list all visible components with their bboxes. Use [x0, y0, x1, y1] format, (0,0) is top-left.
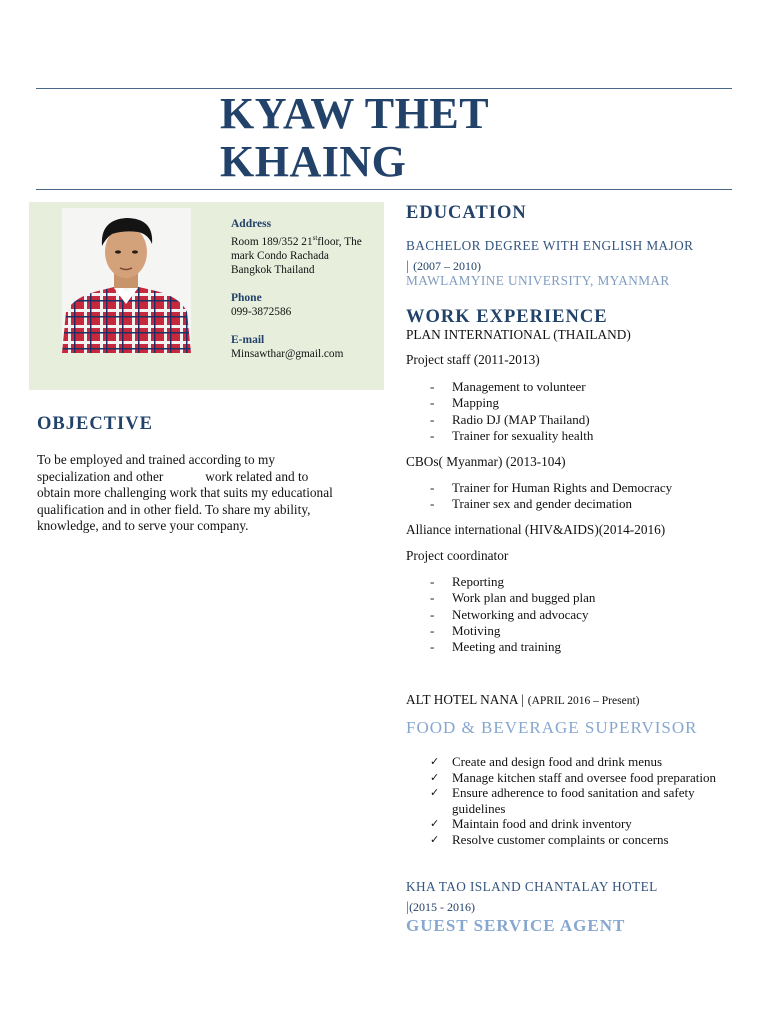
list-item: - Trainer for sexuality health [406, 428, 736, 444]
list-item: - Motiving [406, 623, 736, 639]
list-item: ✓ Create and design food and drink menus [406, 754, 742, 770]
fb-supervisor-duties [406, 754, 736, 847]
list-item: - Trainer for Human Rights and Democracy [406, 480, 736, 496]
list-item: - Management to volunteer [406, 379, 736, 395]
list-item: - Mapping [406, 395, 736, 411]
job-title-fb-supervisor: FOOD & BEVERAGE SUPERVISOR [406, 718, 698, 737]
list-item: - Reporting [406, 574, 736, 590]
hotel-kha-tao: KHA TAO ISLAND CHANTALAY HOTEL [406, 879, 658, 894]
education-heading: EDUCATION [406, 203, 527, 223]
work-experience-heading: WORK EXPERIENCE [406, 307, 608, 327]
org-cbos: CBOs( Myanmar) (2013-104) [406, 454, 566, 469]
profile-photo [62, 208, 191, 353]
name-line-1: KYAW THET [220, 89, 490, 138]
phone-label: Phone [231, 291, 262, 304]
address-line-3: Bangkok Thailand [231, 263, 315, 276]
list-item: - Radio DJ (MAP Thailand) [406, 412, 736, 428]
email-value[interactable]: Minsawthar@gmail.com [231, 347, 344, 360]
cbos-duties [406, 480, 736, 513]
list-item: - Networking and advocacy [406, 607, 736, 623]
list-item: ✓ Maintain food and drink inventory [406, 816, 742, 832]
list-item: ✓ Manage kitchen staff and oversee food preparation [406, 770, 742, 786]
degree-title: BACHELOR DEGREE WITH ENGLISH MAJOR [406, 238, 694, 253]
org-alliance: Alliance international (HIV&AIDS)(2014-2016) [406, 522, 666, 537]
role-project-staff: Project staff (2011-2013) [406, 352, 540, 367]
role-project-coordinator: Project coordinator [406, 548, 509, 563]
hotel-alt-nana [406, 691, 736, 709]
list-item: - Work plan and bugged plan [406, 590, 736, 606]
hotel-name: ALT HOTEL NANA | [406, 692, 524, 707]
address-line-2: mark Condo Rachada [231, 249, 329, 262]
contact-info [231, 217, 389, 375]
name-line-2: KHAING [220, 137, 407, 186]
list-item: ✓ Resolve customer complaints or concerns [406, 832, 742, 848]
job-title-guest-service-agent: GUEST SERVICE AGENT [406, 916, 626, 935]
kha-tao-dates: |(2015 - 2016) [406, 899, 476, 914]
list-item: - Trainer sex and gender decimation [406, 496, 736, 512]
project-staff-duties [406, 379, 736, 444]
university-name: MAWLAMYINE UNIVERSITY, MYANMAR [406, 273, 670, 288]
phone-block [231, 291, 389, 319]
address-block [231, 217, 389, 277]
degree-years: | (2007 – 2010) [406, 258, 482, 273]
objective-text: To be employed and trained according to my specialization and other work related and to obtain more challenging work that suits my educational qualification and in other field. To share my ability, knowledge, and to serve your company. [37, 452, 333, 534]
email-label: E-mail [231, 333, 265, 346]
list-item: ✓ Ensure adherence to food sanitation and safety guidelines [406, 785, 742, 816]
address-label: Address [231, 218, 272, 230]
coordinator-duties [406, 574, 736, 655]
email-block [231, 333, 389, 361]
hotel-dates: (APRIL 2016 – Present) [527, 695, 640, 707]
org-plan-international: PLAN INTERNATIONAL (THAILAND) [406, 327, 631, 342]
candidate-name [220, 90, 640, 186]
list-item: - Meeting and training [406, 639, 736, 655]
address-line-1: Room 189/352 21stfloor, The [231, 234, 362, 248]
objective-heading: OBJECTIVE [37, 414, 153, 434]
bottom-divider [36, 189, 732, 190]
phone-value: 099-3872586 [231, 305, 292, 318]
